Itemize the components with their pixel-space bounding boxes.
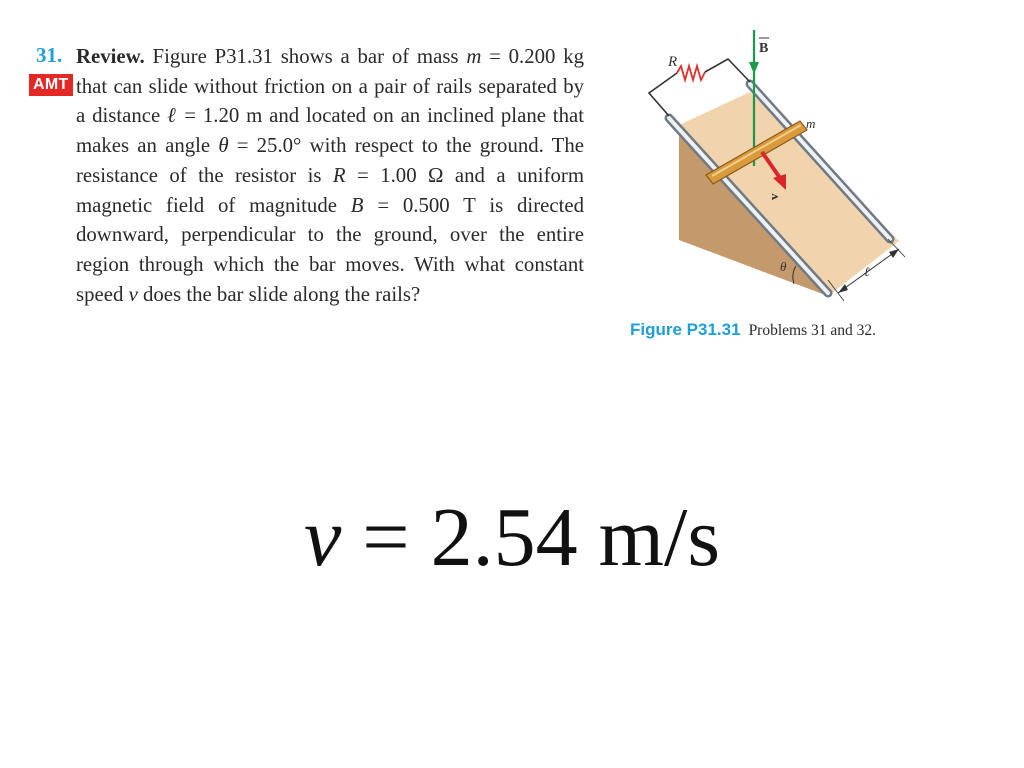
separation-symbol: ℓ <box>167 104 178 128</box>
problem-text-segment: Figure P31.31 shows a bar of mass <box>144 45 467 68</box>
dimension-arrowhead-icon <box>889 249 899 258</box>
caption-label: Figure P31.31 <box>630 320 741 339</box>
problem-number: 31. <box>36 43 63 67</box>
resistor-label: R <box>668 54 678 70</box>
problem-lead: Review. <box>76 45 145 68</box>
angle-label: θ <box>780 259 787 274</box>
figure-caption <box>630 320 876 340</box>
field-symbol: B <box>350 193 364 217</box>
mass-label: m <box>806 116 816 131</box>
field-arrowhead-icon <box>749 62 759 74</box>
separation-label: ℓ <box>864 264 870 279</box>
problem-text-segment: = 25.0° with respect to the ground. The resistance of the resistor is <box>76 134 584 187</box>
figure-p31-31 <box>620 26 940 326</box>
answer-value: 2.54 m/s <box>430 491 721 584</box>
angle-symbol: θ <box>218 134 229 158</box>
resistor-zigzag-icon <box>677 66 705 80</box>
answer-equation <box>0 488 1024 588</box>
problem-text-segment: = 0.200 kg that can slide without friction on a pair of rails separated by a distance <box>76 45 584 128</box>
incline-diagram <box>620 26 940 326</box>
problem-text-segment: = 0.500 T is directed downward, perpendicular to the ground, over the entire region through which the bar moves. With what constant speed <box>76 193 585 306</box>
problem-text-segment: = 1.20 m and located on an inclined plane that makes an angle <box>76 104 584 158</box>
amt-badge: AMT <box>29 74 73 96</box>
answer-variable: v <box>303 491 342 584</box>
mass-symbol: m <box>466 45 482 68</box>
circuit-wire <box>649 73 677 116</box>
problem-text-segment: does the bar slide along the rails? <box>137 282 421 306</box>
problem-text <box>76 42 584 309</box>
circuit-wire <box>705 59 750 82</box>
answer-equals: = <box>341 491 431 584</box>
field-label: B <box>759 41 769 56</box>
resistance-symbol: R <box>332 163 346 187</box>
velocity-label: v <box>766 193 781 200</box>
caption-text: Problems 31 and 32. <box>748 322 876 339</box>
speed-symbol: v <box>128 282 138 306</box>
problem-text-segment: = 1.00 Ω and a uniform magnetic field of magnitude <box>76 163 584 217</box>
